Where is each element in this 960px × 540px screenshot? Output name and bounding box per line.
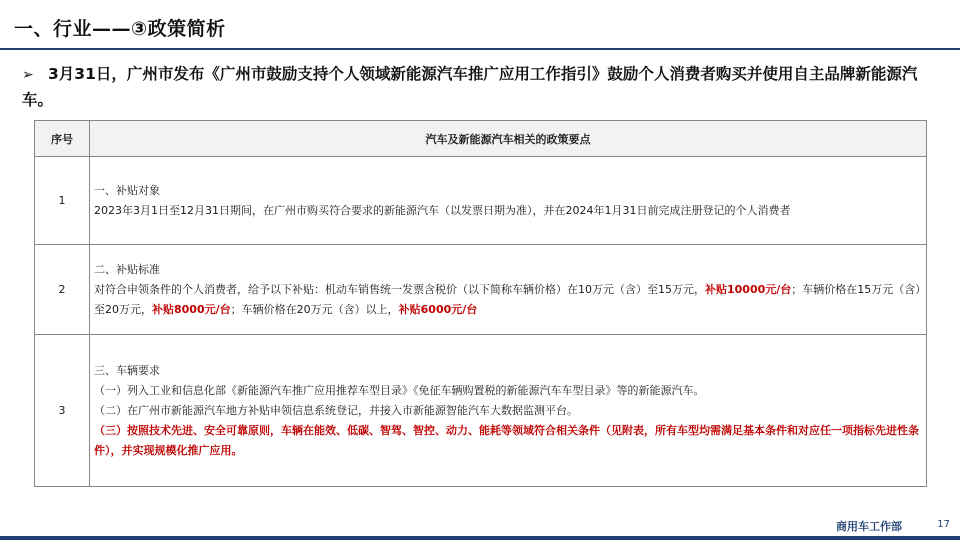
intro-text: 3月31日，广州市发布《广州市鼓励支持个人领域新能源汽车推广应用工作指引》鼓励个人消费者购买并使用自主品牌新能源汽车。: [22, 65, 918, 109]
row-content: [90, 245, 927, 335]
page-number: 17: [937, 519, 950, 530]
table-header-row: [35, 121, 927, 157]
row-content: [90, 157, 927, 245]
row-number: 2: [35, 245, 90, 335]
table-row: [35, 245, 927, 335]
arrow-bullet-icon: ➢: [22, 67, 34, 83]
requirement-item: （二）在广州市新能源汽车地方补贴申领信息系统登记，并接入市新能源智能汽车大数据监测平台。: [94, 403, 578, 417]
section-body: 2023年3月1日至12月31日期间，在广州市购买符合要求的新能源汽车（以发票日期为准），并在2024年1月31日前完成注册登记的个人消费者: [94, 203, 791, 217]
section-heading: 三、车辆要求: [94, 363, 160, 377]
body-text: 对符合申领条件的个人消费者，给予以下补贴：机动车销售统一发票含税价（以下简称车辆价格）在10万元（含）至15万元，: [94, 282, 705, 296]
table-row: [35, 157, 927, 245]
body-text: ；车辆价格在20万元（含）以上，: [230, 302, 399, 316]
body-text: ；车辆价格在15万元（含）至20万元，: [94, 282, 921, 316]
row-number: 1: [35, 157, 90, 245]
bottom-divider: [0, 536, 960, 540]
section-heading: 二、补贴标准: [94, 262, 160, 276]
row-content: [90, 335, 927, 487]
subsidy-amount-highlight: 补贴8000元/台: [152, 302, 231, 316]
requirement-item: （一）列入工业和信息化部《新能源汽车推广应用推荐车型目录》《免征车辆购置税的新能源汽车车型目录》等的新能源汽车。: [94, 383, 705, 397]
row-number: 3: [35, 335, 90, 487]
table-row: [35, 335, 927, 487]
subsidy-amount-highlight: 补贴6000元/台: [398, 302, 478, 316]
section-body: [94, 280, 922, 320]
title-divider: [0, 48, 960, 50]
header-policy-points: 汽车及新能源汽车相关的政策要点: [90, 121, 927, 157]
header-index: 序号: [35, 121, 90, 157]
policy-table: [34, 120, 927, 487]
footer-department: 商用车工作部: [836, 520, 902, 533]
requirement-item-highlight: （三）按照技术先进、安全可靠原则，车辆在能效、低碳、智驾、智控、动力、能耗等领域符合相关条件（见附表，所有车型均需满足基本条件和对应任一项指标先进性条件），并实现规模化推广应用。: [94, 423, 919, 457]
page-title: 一、行业——③政策简析: [14, 18, 226, 40]
subsidy-amount-highlight: 补贴10000元/台: [705, 282, 792, 296]
intro-paragraph: [22, 62, 937, 113]
section-heading: 一、补贴对象: [94, 183, 160, 197]
